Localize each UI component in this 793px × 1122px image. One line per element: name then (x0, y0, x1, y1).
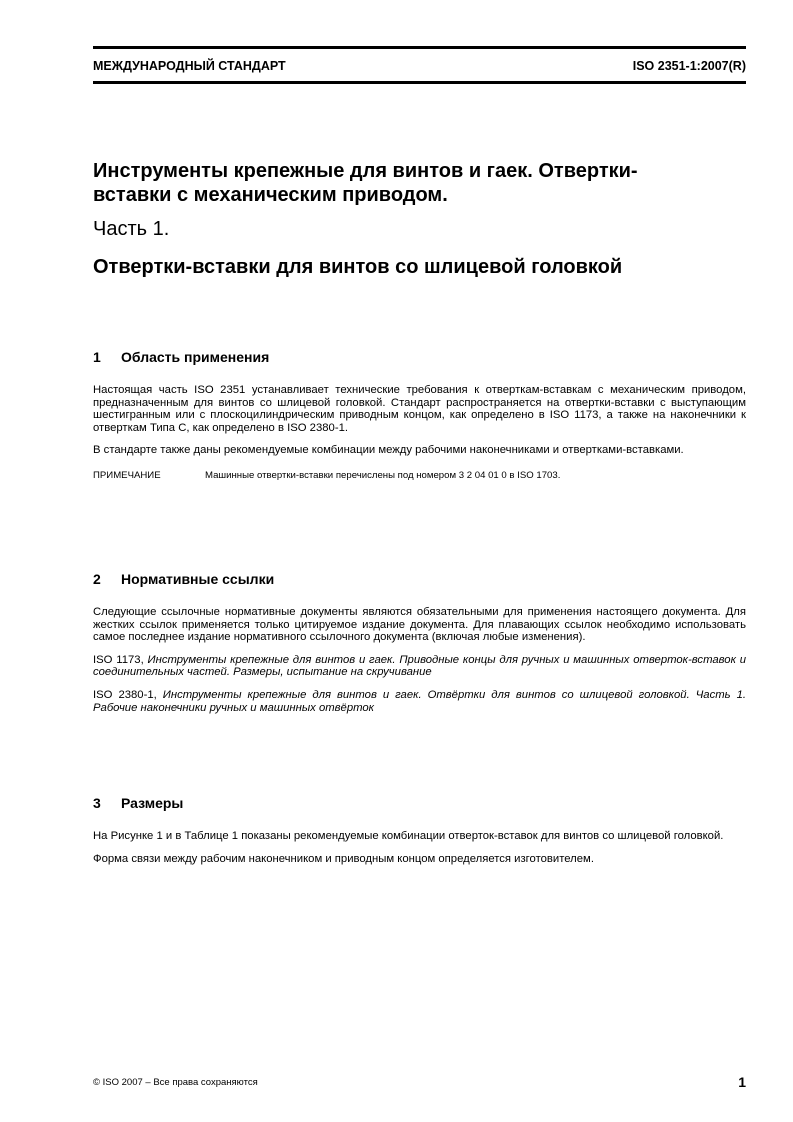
section-3-paragraph-2: Форма связи между рабочим наконечником и приводным концом определяется изготовителем. (93, 852, 594, 865)
section-1-paragraph-2: В стандарте также даны рекомендуемые комбинации между рабочими наконечниками и отвертками-вставками. (93, 444, 684, 457)
main-title-line2: вставки с механическим приводом. (93, 184, 448, 206)
section-1-note (93, 470, 746, 482)
header-standard-type: МЕЖДУНАРОДНЫЙ СТАНДАРТ (93, 59, 286, 73)
section-2-heading (93, 570, 746, 588)
section-1-number: 1 (93, 349, 101, 365)
section-3 (93, 794, 746, 865)
section-2 (93, 570, 746, 714)
section-2-paragraph-1: Следующие ссылочные нормативные документы являются обязательными для применения настоящего документа. Для жестких ссылок применяется только цитируемое издание документа. Для плавающих ссылок необходимо использовать самое последнее издание нормативного ссылочного документа (включая любые изменения). (93, 606, 746, 644)
page-header (93, 56, 746, 76)
section-3-heading (93, 794, 746, 812)
header-standard-number: ISO 2351-1:2007(R) (632, 59, 746, 73)
section-1 (93, 348, 746, 482)
section-3-number: 3 (93, 795, 101, 811)
main-title-line1: Инструменты крепежные для винтов и гаек. Отвертки- (93, 160, 638, 182)
note-tag: ПРИМЕЧАНИЕ (93, 469, 161, 481)
ref-1-code: ISO 1173, (93, 653, 144, 666)
page-number: 1 (738, 1074, 746, 1090)
main-title (93, 159, 746, 207)
section-3-paragraph-1: На Рисунке 1 и в Таблице 1 показаны рекомендуемые комбинации отверток-вставок для винтов со шлицевой головкой. (93, 830, 724, 842)
ref-1-title: Инструменты крепежные для винтов и гаек. Приводные концы для ручных и машинных отверток-вставок и соединительных частей. Размеры, испытание на скручивание (93, 653, 747, 679)
section-2-number: 2 (93, 571, 101, 587)
sub-title: Отвертки-вставки для винтов со шлицевой головкой (93, 256, 623, 278)
section-1-title: Область применения (121, 349, 270, 365)
ref-2-code: ISO 2380-1, (93, 688, 157, 701)
note-text: Машинные отвертки-вставки перечислены под номером 3 2 04 01 0 в ISO 1703. (205, 469, 561, 481)
page-footer (93, 1074, 746, 1092)
header-rule-bottom (93, 81, 746, 84)
normative-reference-iso-2380-1 (93, 689, 746, 714)
part-label: Часть 1. (93, 218, 170, 240)
section-1-paragraph-1: Настоящая часть ISO 2351 устанавливает технические требования к отверткам-вставкам с механическим приводом, предназначенным для винтов со шлицевой головкой. Стандарт распространяется на отвертки-вставки с выступающим шестигранным или с плоскоцилиндрическим приводным концом, как определено в ISO 1173, а также на наконечники к отверткам Типа С, как определено в ISO 2380-1. (93, 384, 746, 434)
header-rule-top (93, 46, 746, 49)
normative-reference-iso-1173 (93, 654, 746, 679)
title-block (93, 159, 746, 279)
section-3-title: Размеры (121, 795, 184, 811)
ref-2-title: Инструменты крепежные для винтов и гаек. Отвёртки для винтов со шлицевой головкой. Часть 1. Рабочие наконечники ручных и машинных отвёрток (93, 688, 746, 714)
section-1-heading (93, 348, 746, 366)
section-2-title: Нормативные ссылки (121, 571, 275, 587)
copyright-notice: © ISO 2007 – Все права сохраняются (93, 1077, 258, 1088)
